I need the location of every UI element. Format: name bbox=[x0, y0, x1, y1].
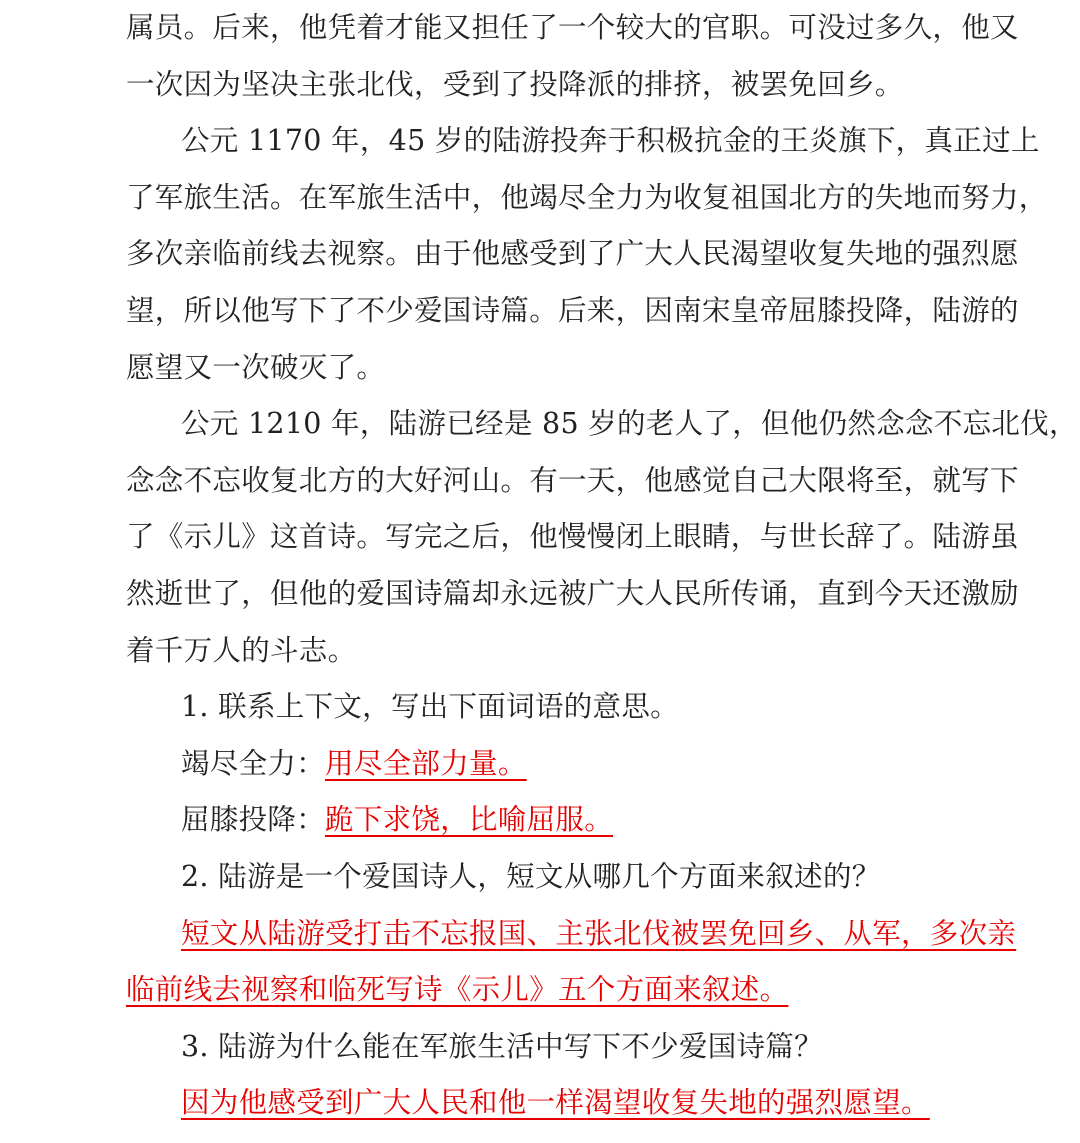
passage-p3-line-3: 了《示儿》这首诗。写完之后，他慢慢闭上眼睛，与世长辞了。陆游虽 bbox=[126, 520, 1019, 554]
question-2-answer-line-1 bbox=[181, 906, 1017, 963]
answer-1: 用尽全部力量。 bbox=[325, 746, 527, 780]
passage-p3-line-2: 念念不忘收复北方的大好河山。有一天，他感觉自己大限将至，就写下 bbox=[126, 463, 1019, 497]
term-1: 竭尽全力： bbox=[181, 746, 326, 780]
answer-2: 跪下求饶，比喻屈服。 bbox=[325, 803, 614, 837]
passage-p1-line-1: 属员。后来，他凭着才能又担任了一个较大的官职。可没过多久，他又 bbox=[126, 11, 1019, 44]
passage-p2-line-1: 公元 1170 年，45 岁的陆游投奔于积极抗金的王炎旗下，真正过上 bbox=[181, 124, 1040, 158]
passage-p2-line-4: 望，所以他写下了不少爱国诗篇。后来，因南宋皇帝屈膝投降，陆游的 bbox=[126, 294, 1019, 327]
question-3-prompt: 3. 陆游为什么能在军旅生活中写下不少爱国诗篇？ bbox=[181, 1029, 823, 1063]
question-1-prompt: 1. 联系上下文，写出下面词语的意思。 bbox=[181, 690, 679, 724]
question-2-answer-line-2 bbox=[126, 962, 958, 1019]
passage-p2-line-3: 多次亲临前线去视察。由于他感受到了广大人民渴望收复失地的强烈愿 bbox=[126, 237, 1019, 271]
passage-p2-line-5: 愿望又一次破灭了。 bbox=[126, 350, 386, 384]
passage-p1-line-2: 一次因为坚决主张北伐，受到了投降派的排挤，被罢免回乡。 bbox=[126, 67, 904, 101]
term-2: 屈膝投降： bbox=[181, 803, 326, 837]
question-1-item-1 bbox=[181, 736, 958, 793]
passage-p3-line-4: 然逝世了，但他的爱国诗篇却永远被广大人民所传诵，直到今天还激励 bbox=[126, 577, 1019, 610]
question-3-answer: 因为他感受到广大人民和他一样渴望收复失地的强烈愿望。 bbox=[181, 1086, 930, 1120]
passage-p2-line-2: 了军旅生活。在军旅生活中，他竭尽全力为收复祖国北方的失地而努力， bbox=[126, 180, 1048, 214]
question-3-answer-line bbox=[181, 1075, 958, 1132]
question-2-answer-text-2: 临前线去视察和临死写诗《示儿》五个方面来叙述。 bbox=[126, 973, 789, 1007]
passage-p3-line-1: 公元 1210 年，陆游已经是 85 岁的老人了，但他仍然念念不忘北伐， bbox=[181, 407, 1078, 441]
passage-p3-line-5: 着千万人的斗志。 bbox=[126, 633, 357, 667]
question-1-item-2 bbox=[181, 792, 958, 849]
question-2-prompt: 2. 陆游是一个爱国诗人，短文从哪几个方面来叙述的？ bbox=[181, 860, 881, 893]
question-2-answer-text-1: 短文从陆游受打击不忘报国、主张北伐被罢免回乡、从军，多次亲 bbox=[181, 916, 1017, 950]
